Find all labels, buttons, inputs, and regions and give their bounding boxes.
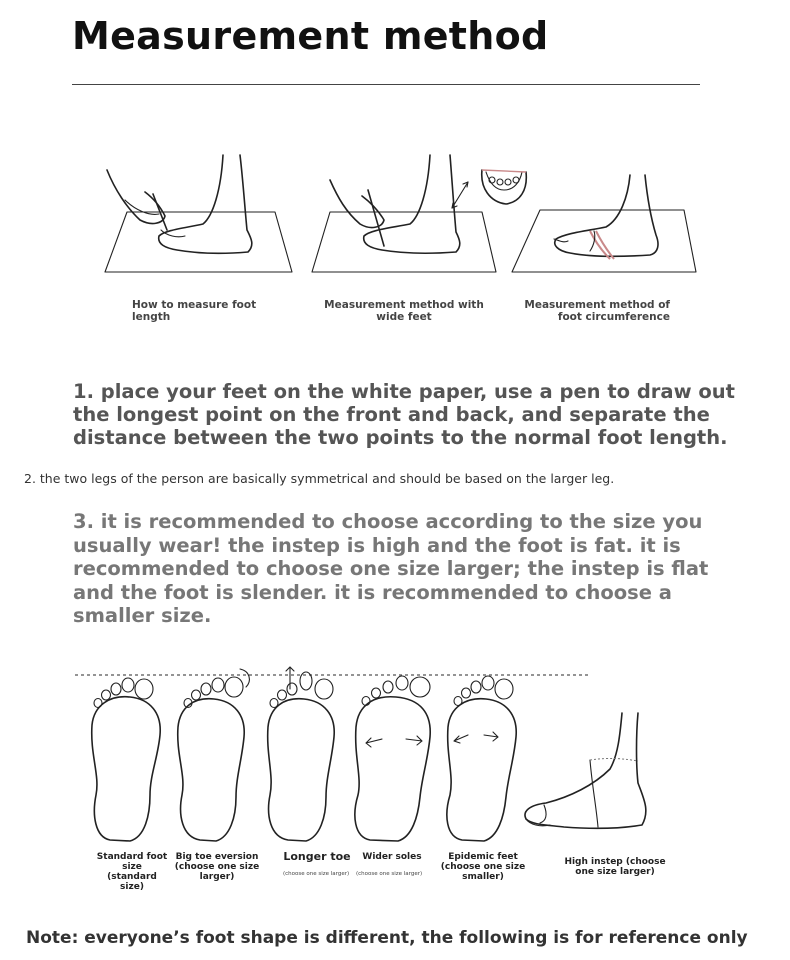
foot-high-instep-icon bbox=[525, 713, 646, 828]
foot-epidemic-icon bbox=[447, 676, 516, 841]
method-caption-wide: Measurement method with wide feet bbox=[324, 299, 484, 323]
title-divider bbox=[72, 84, 700, 85]
foot-length-illustration bbox=[105, 150, 305, 275]
foot-subcaption-wider-soles: (choose one size larger) bbox=[356, 871, 423, 877]
instruction-step-1: 1. place your feet on the white paper, use a pen to draw out the longest point on the front and back, and separate the distance between the two points to the normal foot length. bbox=[73, 380, 735, 449]
page-title: Measurement method bbox=[72, 14, 549, 58]
foot-standard-icon bbox=[92, 678, 160, 841]
method-caption-circumference: Measurement method of foot circumference bbox=[524, 299, 670, 323]
foot-longer-toe-icon bbox=[268, 667, 335, 841]
instruction-step-2: 2. the two legs of the person are basically symmetrical and should be based on the larger leg. bbox=[24, 471, 615, 486]
foot-circumference-illustration bbox=[510, 175, 700, 275]
foot-subcaption-longer-toe: (choose one size larger) bbox=[283, 871, 350, 877]
foot-wider-soles-icon bbox=[355, 676, 430, 841]
foot-caption-epidemic: Epidemic feet (choose one size smaller) bbox=[440, 852, 526, 882]
foot-caption-high-instep: High instep (choose one size larger) bbox=[564, 857, 666, 877]
foot-caption-standard: Standard foot size (standard size) bbox=[96, 852, 168, 892]
foot-shapes-illustration bbox=[70, 665, 720, 855]
reference-note: Note: everyone’s foot shape is different, the following is for reference only bbox=[26, 928, 748, 948]
foot-caption-longer-toe: Longer toe bbox=[283, 850, 351, 863]
method-caption-length: How to measure foot length bbox=[132, 299, 257, 323]
foot-caption-big-toe: Big toe eversion (choose one size larger) bbox=[174, 852, 260, 882]
foot-caption-wider-soles: Wider soles bbox=[362, 852, 422, 862]
wide-feet-illustration bbox=[310, 150, 530, 275]
instruction-step-3: 3. it is recommended to choose according to the size you usually wear! the instep is high and the foot is fat. it is recommended to choose one size larger; the instep is flat and the foot is slender. it is recommended to choose a smaller size. bbox=[73, 510, 709, 627]
foot-big-toe-eversion-icon bbox=[178, 669, 250, 841]
